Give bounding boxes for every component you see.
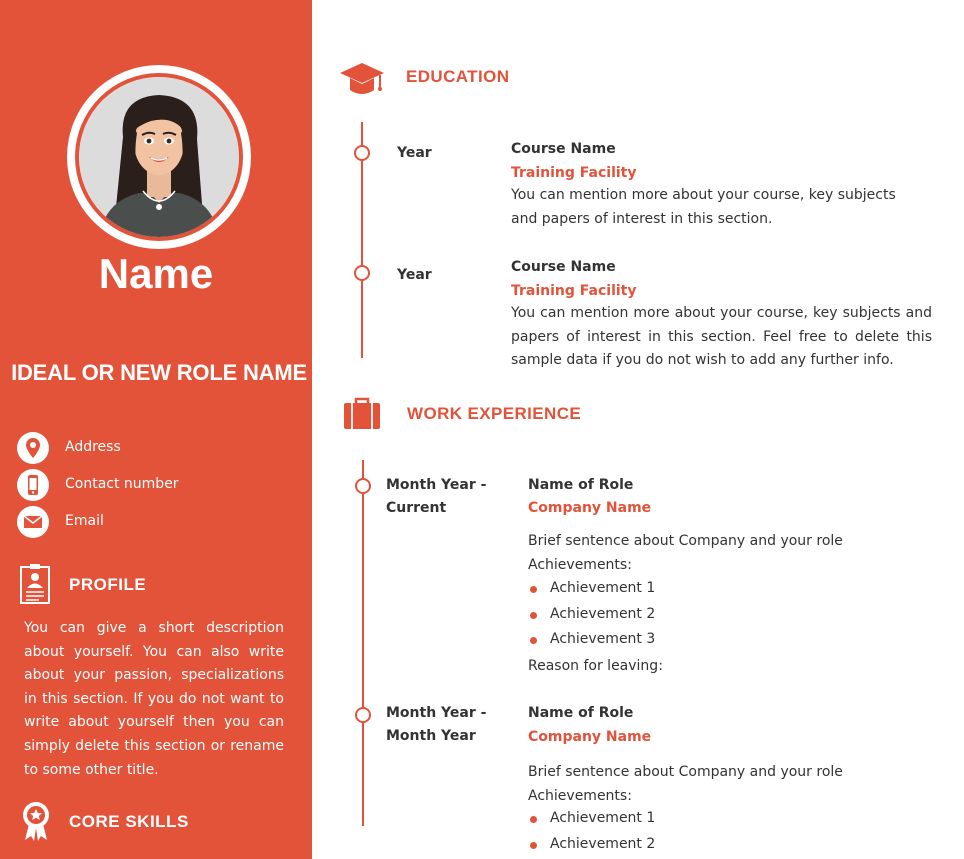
course-description: You can mention more about your course, key subjects and papers of interest in this section. Feel free to delete this sample data if you do not wish to add any further info. xyxy=(511,305,932,369)
graduation-cap-icon xyxy=(338,60,386,102)
period-end: Current xyxy=(386,500,447,516)
period-end: Month Year xyxy=(386,728,476,744)
achievement-item: Achievement 1 xyxy=(528,806,655,832)
achievement-item: Achievement 3 xyxy=(528,627,655,653)
timeline-dot xyxy=(354,145,370,161)
avatar xyxy=(67,65,251,249)
education-year: Year xyxy=(397,267,432,283)
profile-heading: PROFILE xyxy=(69,575,147,594)
achievement-item: Achievement 2 xyxy=(528,832,655,858)
person-name: Name xyxy=(98,250,214,297)
course-description: You can mention more about your course, key subjects and papers of interest in this section. xyxy=(511,187,896,227)
briefcase-icon xyxy=(343,397,381,435)
contact-number-label: Contact number xyxy=(65,476,179,492)
timeline-dot xyxy=(355,478,371,494)
sidebar xyxy=(0,0,312,859)
achievement-item: Achievement 2 xyxy=(528,602,655,628)
profile-badge-icon xyxy=(19,563,53,609)
location-pin-icon xyxy=(17,432,49,464)
achievements-list xyxy=(528,806,655,857)
mobile-phone-icon xyxy=(17,469,49,501)
training-facility: Training Facility xyxy=(511,165,637,181)
award-ribbon-icon xyxy=(19,800,53,846)
company-name: Company Name xyxy=(528,729,652,745)
role-name: Name of Role xyxy=(528,477,634,493)
woman-portrait-illustration xyxy=(79,77,239,237)
profile-text: You can give a short description about yourself. You can also write about your passion, specializations in this section. If you do not want to write about yourself then you can simply delete this section or rename to some other title. xyxy=(24,620,284,778)
company-name: Company Name xyxy=(528,500,652,516)
achievements-label: Achievements: xyxy=(528,557,632,573)
email-label: Email xyxy=(65,513,104,529)
work-experience-heading: WORK EXPERIENCE xyxy=(407,404,582,423)
work-period xyxy=(386,474,486,520)
role-name: Name of Role xyxy=(528,705,634,721)
role-title: IDEAL OR NEW ROLE NAME xyxy=(11,360,307,385)
education-year: Year xyxy=(397,145,432,161)
envelope-icon xyxy=(17,506,49,538)
course-name: Course Name xyxy=(511,141,616,157)
achievements-label: Achievements: xyxy=(528,788,632,804)
period-start: Month Year - xyxy=(386,477,487,493)
company-summary: Brief sentence about Company and your role xyxy=(528,533,843,549)
course-name: Course Name xyxy=(511,259,616,275)
achievements-list xyxy=(528,576,655,653)
training-facility: Training Facility xyxy=(511,283,637,299)
core-skills-heading: CORE SKILLS xyxy=(69,812,189,831)
reason-for-leaving: Reason for leaving: xyxy=(528,658,663,674)
timeline-dot xyxy=(354,265,370,281)
work-period xyxy=(386,702,486,748)
address-label: Address xyxy=(65,439,121,455)
achievement-item: Achievement 1 xyxy=(528,576,655,602)
period-start: Month Year - xyxy=(386,705,487,721)
timeline-dot xyxy=(355,707,371,723)
education-heading: EDUCATION xyxy=(406,67,510,86)
company-summary: Brief sentence about Company and your role xyxy=(528,764,843,780)
work-timeline xyxy=(362,460,364,826)
